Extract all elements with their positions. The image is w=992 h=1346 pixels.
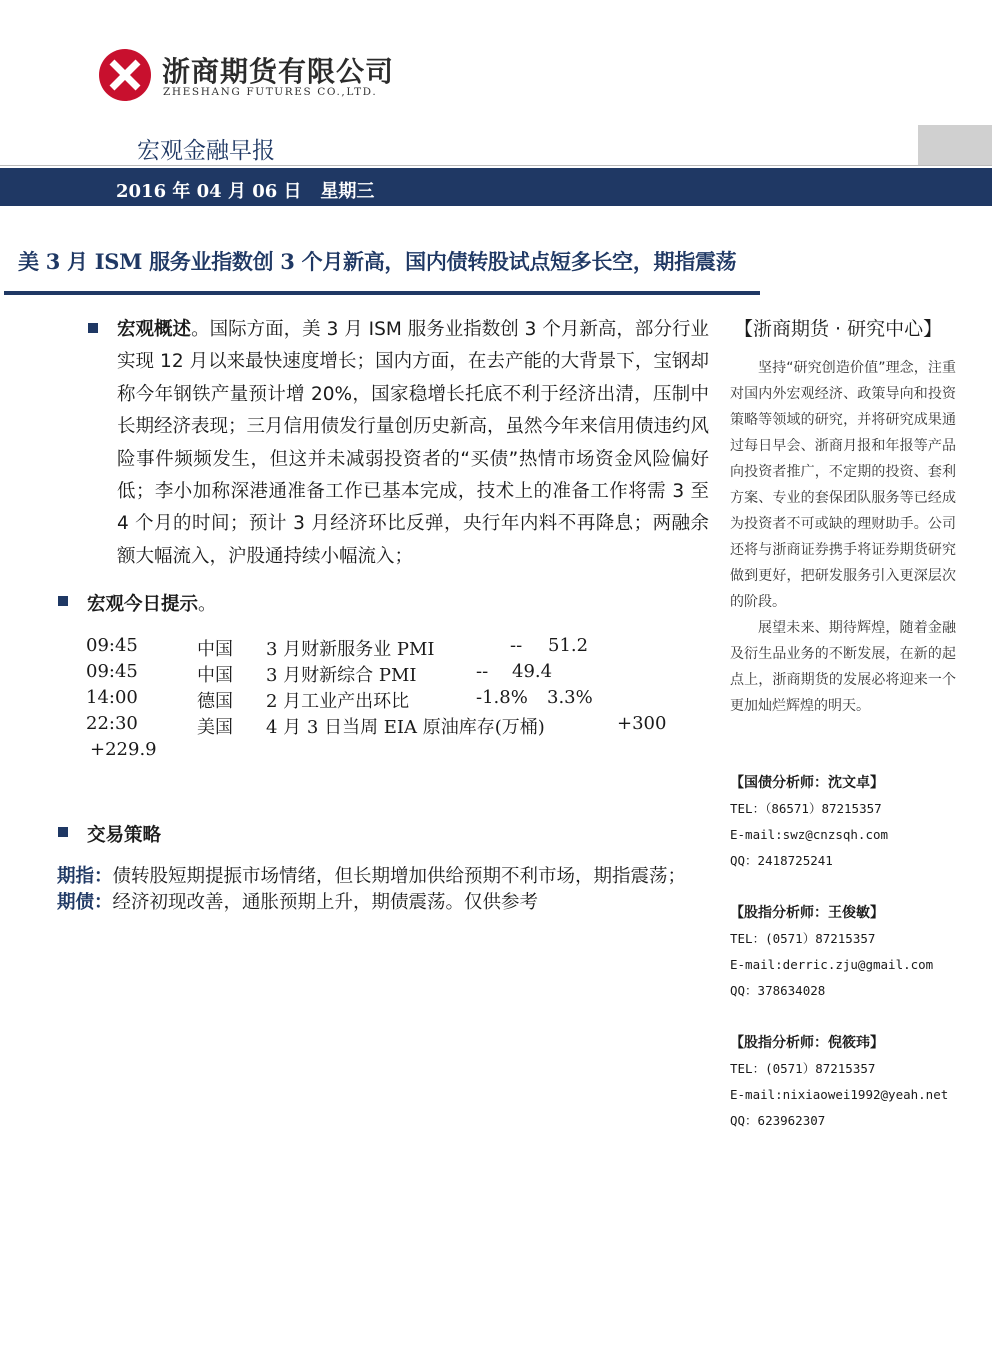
- strategy-item: [57, 890, 709, 916]
- analyst-name: 【国债分析师：沈文卓】: [730, 775, 884, 791]
- schedule-country: 美国: [197, 717, 233, 738]
- headline-divider: [4, 291, 760, 295]
- schedule-actual: 49.4: [512, 661, 553, 682]
- strategy-section-title: 交易策略: [87, 825, 162, 846]
- macro-overview: [117, 314, 709, 573]
- sidebar-intro: [730, 355, 956, 719]
- schedule-prev: --: [476, 661, 489, 682]
- schedule-time: 09:45: [86, 635, 138, 656]
- schedule-time: 22:30: [86, 713, 138, 734]
- analyst-email[interactable]: E-mail:nixiaowei1992@yeah.net: [730, 1087, 949, 1102]
- analyst-qq: QQ：378634028: [730, 983, 826, 998]
- today-section-title: [87, 590, 217, 616]
- analyst-card: [730, 770, 970, 874]
- sidebar-title: 【浙商期货 · 研究中心】: [734, 318, 943, 340]
- analyst-card: [730, 900, 970, 1004]
- schedule-country: 德国: [197, 691, 233, 712]
- analyst-tel: TEL：(0571）87215357: [730, 1061, 876, 1076]
- analyst-name: 【股指分析师：倪筱玮】: [730, 1035, 884, 1051]
- header-divider: [0, 165, 992, 166]
- schedule-actual: +229.9: [90, 739, 157, 760]
- strategy-item-label: 期指：: [57, 866, 113, 887]
- report-date: [116, 177, 374, 203]
- company-logo-icon: [98, 48, 152, 102]
- report-title: 宏观金融早报: [137, 138, 275, 164]
- bullet-square-icon: [58, 827, 68, 837]
- bullet-square-icon: [58, 596, 68, 606]
- analyst-tel: TEL：(0571）87215357: [730, 931, 876, 946]
- bullet-square-icon: [88, 323, 98, 333]
- schedule-actual: 3.3%: [547, 687, 593, 708]
- strategy-item-text: 债转股短期提振市场情绪，但长期增加供给预期不利市场，期指震荡；: [112, 866, 687, 887]
- weekday-value: 星期三: [320, 181, 375, 202]
- company-name-en: ZHESHANG FUTURES CO.,LTD.: [163, 86, 378, 98]
- schedule-country: 中国: [197, 665, 233, 686]
- analyst-name: 【股指分析师：王俊敏】: [730, 905, 884, 921]
- analyst-email[interactable]: E-mail:swz@cnzsqh.com: [730, 827, 889, 842]
- analyst-qq: QQ：2418725241: [730, 853, 833, 868]
- analyst-tel: TEL：（86571）87215357: [730, 801, 882, 816]
- schedule-item: 3 月财新服务业 PMI: [266, 639, 435, 660]
- schedule-country: 中国: [197, 639, 233, 660]
- schedule-prev: -1.8%: [476, 687, 528, 708]
- schedule-prev: --: [510, 635, 523, 656]
- overview-label: 宏观概述: [117, 319, 192, 340]
- overview-text: 。国际方面，美 3 月 ISM 服务业指数创 3 个月新高，部分行业实现 12 月以来最快速度增长；国内方面，在去产能的大背景下，宝钢却称今年钢铁产量预计增 20%，国家稳增长托底不利于经济出清，压制中长期经济表现；三月信用债发行量创历史新高，虽然今年来信用债违约风险事件频频发生，但这并未减弱投资者的“买债”热情市场资金风险偏好低；李小加称深港通准备工作已基本完成，技术上的准备工作将需 3 至 4 个月的时间；预计 3 月经济环比反弹，央行年内料不再降息；两融余额大幅流入，沪股通持续小幅流入；: [117, 319, 710, 567]
- strategy-list: [57, 864, 709, 916]
- strategy-item: [57, 864, 709, 890]
- strategy-item-label: 期债：: [57, 892, 113, 913]
- date-value: 2016 年 04 月 06 日: [116, 181, 302, 202]
- schedule-item: 3 月财新综合 PMI: [266, 665, 417, 686]
- schedule-time: 14:00: [86, 687, 138, 708]
- today-suffix: 。: [198, 594, 217, 615]
- schedule-prev: +300: [617, 713, 667, 734]
- schedule-time: 09:45: [86, 661, 138, 682]
- analyst-email[interactable]: E-mail:derric.zju@gmail.com: [730, 957, 934, 972]
- company-name-cn: 浙商期货有限公司: [162, 55, 395, 88]
- header-gray-block: [918, 125, 992, 165]
- sidebar-paragraph: 展望未来、期待辉煌，随着金融及衍生品业务的不断发展，在新的起点上，浙商期货的发展必将迎来一个更加灿烂辉煌的明天。: [730, 620, 956, 714]
- schedule-item: 2 月工业产出环比: [266, 691, 410, 712]
- analyst-card: [730, 1030, 970, 1134]
- schedule-actual: 51.2: [548, 635, 589, 656]
- sidebar-paragraph: 坚持“研究创造价值”理念，注重对国内外宏观经济、政策导向和投资策略等领域的研究，并将研究成果通过每日早会、浙商月报和年报等产品向投资者推广，不定期的投资、套利方案、专业的套保团队服务等已经成为投资者不可或缺的理财助手。公司还将与浙商证券携手将证券期货研究做到更好，把研发服务引入更深层次的阶段。: [730, 360, 956, 610]
- schedule-item: 4 月 3 日当周 EIA 原油库存(万桶): [266, 717, 545, 738]
- analyst-qq: QQ：623962307: [730, 1113, 826, 1128]
- strategy-item-text: 经济初现改善，通胀预期上升，期债震荡。仅供参考: [112, 892, 539, 913]
- page-headline: 美 3 月 ISM 服务业指数创 3 个月新高，国内债转股试点短多长空，期指震荡: [18, 249, 737, 274]
- today-label: 宏观今日提示: [87, 594, 199, 615]
